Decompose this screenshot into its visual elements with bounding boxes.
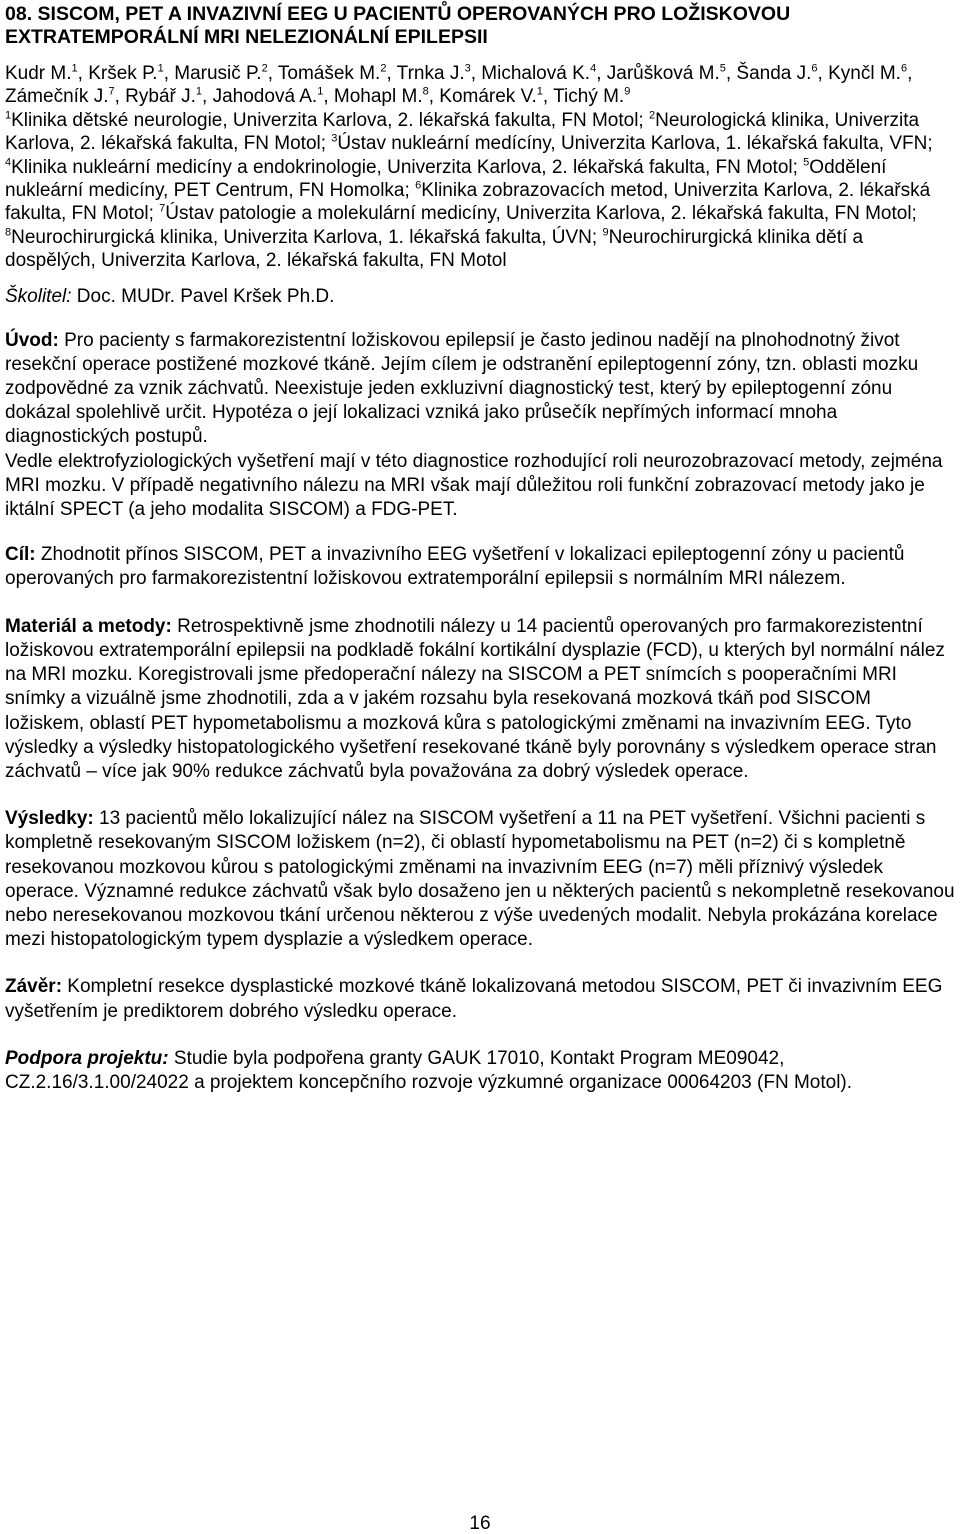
supervisor-label: Školitel: [5,285,72,307]
supervisor-line [5,285,955,308]
author: Jahodová A. [212,86,318,108]
section-heading: Podpora projektu: [5,1047,169,1069]
author: Šanda J. [736,63,812,84]
section-heading: Materiál a metody: [5,615,172,637]
author: Mohapl M. [333,86,423,108]
affiliation: Neurologická klinika, Univerzita Karlova, 2. lékařská fakulta, FN Motol; [5,109,920,155]
author: Trnka J. [396,63,465,84]
author: Komárek V. [439,86,537,108]
author: Kudr M. [5,63,72,84]
section-heading: Závěr: [5,976,63,998]
section-text: Pro pacienty s farmakorezistentní ložiskovou epilepsií je často jedinou nadějí na plnohodnotný život resekční operace postižené mozkové tkáně. Jejím cílem je odstranění epileptogenní zóny, tzn. oblasti mozku zodpovědné za vznik záchvatů. Neexistuje jeden exkluzivní diagnostický test, který by epileptogenní zónu dokázal spolehlivě určit. Hypotéza o její lokalizaci vzniká jako průsečík nepřímých informací mnoha diagnostických postupů. [5,329,919,448]
author: Kršek P. [88,63,158,84]
section-intro [5,329,955,523]
author: Marusič P. [174,63,262,84]
author: Tomášek M. [277,63,381,84]
section-methods [5,615,955,784]
section-text: Kompletní resekce dysplastické mozkové tkáně lokalizovaná metodou SISCOM, PET či invazivním EEG vyšetřením je prediktorem dobrého výsledku operace. [5,976,943,1022]
section-heading: Cíl: [5,544,36,566]
affiliation: Ústav nukleární medícíny, Univerzita Karlova, 1. lékařská fakulta, VFN; [337,133,933,155]
author: Tichý M. [553,86,625,108]
section-text: Zhodnotit přínos SISCOM, PET a invazivního EEG vyšetření v lokalizaci epileptogenní zóny u pacientů operovaných pro farmakorezistentní ložiskovou extratemporální epilepsii s normálním MRI nálezem. [5,544,905,590]
section-text: 13 pacientů mělo lokalizující nález na SISCOM vyšetření a 11 na PET vyšetření. Všichni pacienti s kompletně resekovaným SISCOM ložiskem (n=2), či oblastí hypometabolismu na PET (n=2) či s kompletně resekovanou mozkovou kůrou s patologickými změnami na invazivním EEG (n=7) měli příznivý výsledek operace. Významné redukce záchvatů však bylo dosaženo jen u některých pacientů s nekompletně resekovanou nebo neresekovanou mozkovou tkání určenou některou z výše uvedených modalit. Nebyla prokázána korelace mezi histopatologickým typem dysplazie a výsledkem operace. [5,808,955,951]
section-results [5,807,955,952]
affiliation: Neurochirurgická klinika dětí a dospělých, Univerzita Karlova, 2. lékařská fakulta, FN Motol [5,226,864,272]
section-text: Vedle elektrofyziologických vyšetření mají v této diagnostice rozhodující roli neurozobrazovací metody, zejména MRI mozku. V případě negativního nálezu na MRI však mají důležitou roli funkční zobrazovací metody jako je iktální SPECT (a jeho modalita SISCOM) a FDG-PET. [5,450,943,521]
author: Zámečník J. [5,86,109,108]
affiliation: Klinika nukleární medicíny a endokrinologie, Univerzita Karlova, 2. lékařská fakulta, FN Motol; [11,156,804,178]
author: Kynčl M. [828,63,901,84]
section-text: Studie byla podpořena granty GAUK 17010, Kontakt Program ME09042, CZ.2.16/3.1.00/24022 a projektem koncepčního rozvoje výzkumné organizace 00064203 (FN Motol). [5,1047,853,1093]
page-number: 16 [469,1513,491,1534]
author: Jarůšková M. [606,63,720,84]
section-support [5,1047,955,1095]
section-text: Retrospektivně jsme zhodnotili nálezy u 14 pacientů operovaných pro farmakorezistentní ložiskovou extratemporální epilepsii na podkladě fokální kortikální dysplazie (FCD), u kterých byl normální nález na MRI mozku. Koregistrovali jsme předoperační nálezy na SISCOM a PET snímcích s pooperačními MRI snímky a vizuálně jsme zhodnotili, zda a v jakém rozsahu byla resekovaná mozková tkáň pod SISCOM ložiskem, oblastí PET hypometabolismu a mozková kůra s patologickými změnami na invazivním EEG. Tyto výsledky a výsledky histopatologického vyšetření resekované tkáně byly porovnány s výsledkem operace stran záchvatů – více jak 90% redukce záchvatů byla považována za dobrý výsledek operace. [5,615,945,782]
section-heading: Výsledky: [5,808,94,830]
document-page [5,3,955,1095]
abstract-title: 08. SISCOM, PET A INVAZIVNÍ EEG U PACIENTŮ OPEROVANÝCH PRO LOŽISKOVOU EXTRATEMPORÁLNÍ MRI NELEZIONÁLNÍ EPILEPSII [5,3,791,48]
author-list: Kudr M.$^1$, Kršek P.$^1$, Marusič P.$^2$, Tomášek M.$^2$, Trnka J.$^3$, Michalová K.$^4$, Jarůšková M.$^5$, Šanda J.$^6$, Kynčl M.$^6$, Zámečník J.$^7$, Rybář J.$^1$, Jahodová A.$^1$, Mohapl M.$^8$, Komárek V.$^1$, Tichý M.$^9$ [5,62,913,108]
affiliation: Neurochirurgická klinika, Univerzita Karlova, 1. lékařská fakulta, ÚVN; [11,226,603,248]
affiliation: Ústav patologie a molekulární medicíny, Univerzita Karlova, 2. lékařská fakulta, FN Motol; [165,203,917,225]
supervisor-name: Doc. MUDr. Pavel Kršek Ph.D. [71,285,335,307]
affiliation: Oddělení nukleární medicíny, PET Centrum, FN Homolka; [5,156,887,202]
section-heading: Úvod: [5,329,59,351]
section-aim [5,543,955,591]
affiliation: Klinika zobrazovacích metod, Univerzita Karlova, 2. lékařská fakulta, FN Motol; [5,180,931,225]
author: Michalová K. [481,63,591,84]
affiliation: Klinika dětské neurologie, Univerzita Karlova, 2. lékařská fakulta, FN Motol; [11,109,649,131]
section-conclusion [5,975,955,1023]
author: Rybář J. [125,86,196,108]
affiliation-list: $^1$Klinika dětské neurologie, Univerzita Karlova, 2. lékařská fakulta, FN Motol; $^2$Neurologická klinika, Univerzita Karlova, 2. lékařská fakulta, FN Motol; $^3$Ústav nukleární medícíny, Univerzita Karlova, 1. lékařská fakulta, VFN; $^4$Klinika nukleární medicíny a endokrinologie, Univerzita Karlova, 2. lékařská fakulta, FN Motol; $^5$Oddělení nukleární medicíny, PET Centrum, FN Homolka; $^6$Klinika zobrazovacích metod, Univerzita Karlova, 2. lékařská fakulta, FN Motol; $^7$Ústav patologie a molekulární medicíny, Univerzita Karlova, 2. lékařská fakulta, FN Motol; $^8$Neurochirurgická klinika, Univerzita Karlova, 1. lékařská fakulta, ÚVN; $^9$Neurochirurgická klinika dětí a dospělých, Univerzita Karlova, 2. lékařská fakulta, FN Motol [5,109,933,272]
